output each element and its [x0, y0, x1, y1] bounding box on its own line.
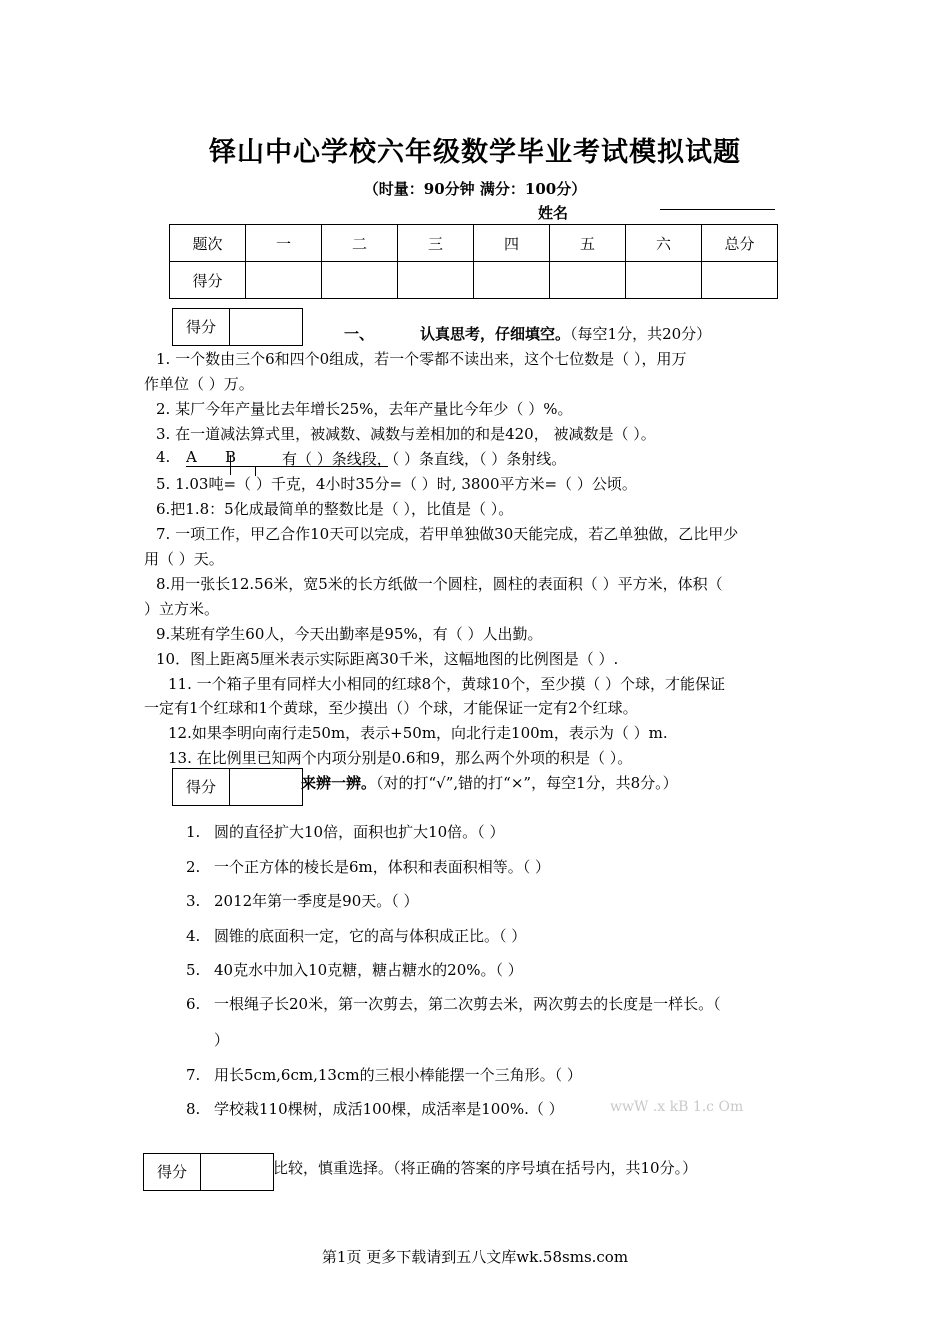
judge-item: 2. 一个正方体的棱长是6m，体积和表面积相等。（ ）	[186, 858, 551, 876]
section2-heading	[301, 772, 678, 793]
judge-item: 1. 圆的直径扩大10倍，面积也扩大10倍。（ ）	[186, 823, 505, 841]
section1-score-box	[172, 308, 303, 346]
question-line: 12.如果李明向南行走50m，表示+50m，向北行走100m，表示为（ ）m.	[168, 724, 668, 742]
section1-number: 一、	[344, 325, 375, 343]
score-box-label: 得分	[173, 769, 230, 805]
point-a-label: A	[186, 448, 197, 466]
score-cell: 得分	[170, 262, 246, 299]
section3-heading	[273, 1157, 697, 1178]
exam-subtitle: （时量：90分钟 满分：100分）	[363, 180, 587, 198]
score-box-label: 得分	[173, 309, 230, 345]
score-cell: 五	[550, 225, 626, 262]
watermark-text: wwW .x kB 1.c Om	[610, 1099, 744, 1115]
judge-item: 3. 2012年第一季度是90天。（ ）	[186, 892, 419, 910]
judge-item: ）	[214, 1031, 230, 1049]
section1-note: （每空1分，共20分）	[570, 325, 712, 343]
score-blank	[626, 262, 702, 299]
question-line: 9.某班有学生60人，今天出勤率是95%，有（ ）人出勤。	[156, 625, 543, 643]
score-cell: 一	[246, 225, 322, 262]
question-4-number: 4.	[156, 448, 171, 466]
section3-score-box	[143, 1153, 274, 1191]
score-blank	[702, 262, 778, 299]
question-line: 10．图上距离5厘米表示实际距离30千米，这幅地图的比例图是（ ）.	[156, 650, 619, 668]
tick-mark	[230, 455, 231, 475]
name-blank-line	[660, 209, 775, 210]
question-4-text: 有（ ）条线段，（ ）条直线，（ ）条射线。	[282, 450, 567, 468]
score-table-score-row	[170, 262, 778, 299]
score-blank	[550, 262, 626, 299]
judge-item: 4. 圆锥的底面积一定，它的高与体积成正比。（ ）	[186, 927, 527, 945]
score-blank	[246, 262, 322, 299]
question-line: ）立方米。	[144, 600, 220, 618]
question-line: 5. 1.03吨=（ ）千克，4小时35分=（ ）时, 3800平方米=（ ）公顷。	[156, 475, 637, 493]
question-line: 11. 一个箱子里有同样大小相同的红球8个，黄球10个，至少摸（ ）个球，才能保证	[168, 675, 726, 693]
question-line: 1. 一个数由三个6和四个0组成，若一个零都不读出来，这个七位数是（ ），用万	[156, 350, 687, 368]
question-line: 7. 一项工作，甲乙合作10天可以完成，若甲单独做30天能完成，若乙单独做，乙比甲少	[156, 525, 739, 543]
question-line: 一定有1个红球和1个黄球，至少摸出（）个球，才能保证一定有2个红球。	[144, 699, 638, 717]
judge-item: 6. 一根绳子长20米，第一次剪去，第二次剪去米，两次剪去的长度是一样长。（	[186, 995, 721, 1013]
score-cell: 六	[626, 225, 702, 262]
question-line: 作单位（ ）万。	[144, 375, 254, 393]
question-line: 用（ ）天。	[144, 550, 224, 568]
judge-item: 7. 用长5cm,6cm,13cm的三根小棒能摆一个三角形。（ ）	[186, 1066, 582, 1084]
score-table	[169, 224, 778, 299]
name-label: 姓名	[538, 204, 569, 222]
score-blank	[322, 262, 398, 299]
section3-title: 比较，慎重选择。	[273, 1159, 394, 1177]
section2-score-box	[172, 768, 303, 806]
score-cell: 题次	[170, 225, 246, 262]
page-title: 铎山中心学校六年级数学毕业考试模拟试题	[209, 137, 741, 168]
question-line: 2. 某厂今年产量比去年增长25%，去年产量比今年少（ ）%。	[156, 400, 573, 418]
question-line: 6.把1.8：5化成最简单的整数比是（ ），比值是（ ）。	[156, 500, 514, 518]
score-cell: 总分	[702, 225, 778, 262]
judge-item: 5. 40克水中加入10克糖，糖占糖水的20%。（ ）	[186, 961, 523, 979]
score-table-header-row	[170, 225, 778, 262]
page-footer: 第1页 更多下载请到五八文库wk.58sms.com	[321, 1248, 629, 1266]
score-blank	[398, 262, 474, 299]
point-b-label: B	[225, 448, 237, 466]
score-cell: 二	[322, 225, 398, 262]
question-line: 8.用一张长12.56米，宽5米的长方纸做一个圆柱，圆柱的表面积（ ）平方米，体积（	[156, 575, 723, 593]
question-line: 3. 在一道减法算式里，被减数、减数与差相加的和是420， 被减数是（ ）。	[156, 425, 656, 443]
question-line: 13. 在比例里已知两个内项分别是0.6和9，那么两个外项的积是（ ）。	[168, 749, 633, 767]
score-blank	[474, 262, 550, 299]
judge-item: 8. 学校栽110棵树，成活100棵，成活率是100%.（ ）	[186, 1100, 564, 1118]
section3-note: （将正确的答案的序号填在括号内，共10分。）	[393, 1159, 698, 1177]
score-box-label: 得分	[144, 1154, 201, 1190]
score-cell: 三	[398, 225, 474, 262]
section2-title: 来辨一辨。	[301, 774, 377, 792]
section2-note: （对的打“√”,错的打“×”，每空1分，共8分。）	[376, 774, 678, 792]
section1-heading	[344, 323, 711, 344]
score-cell: 四	[474, 225, 550, 262]
section1-title: 认真思考，仔细填空。	[420, 325, 571, 343]
